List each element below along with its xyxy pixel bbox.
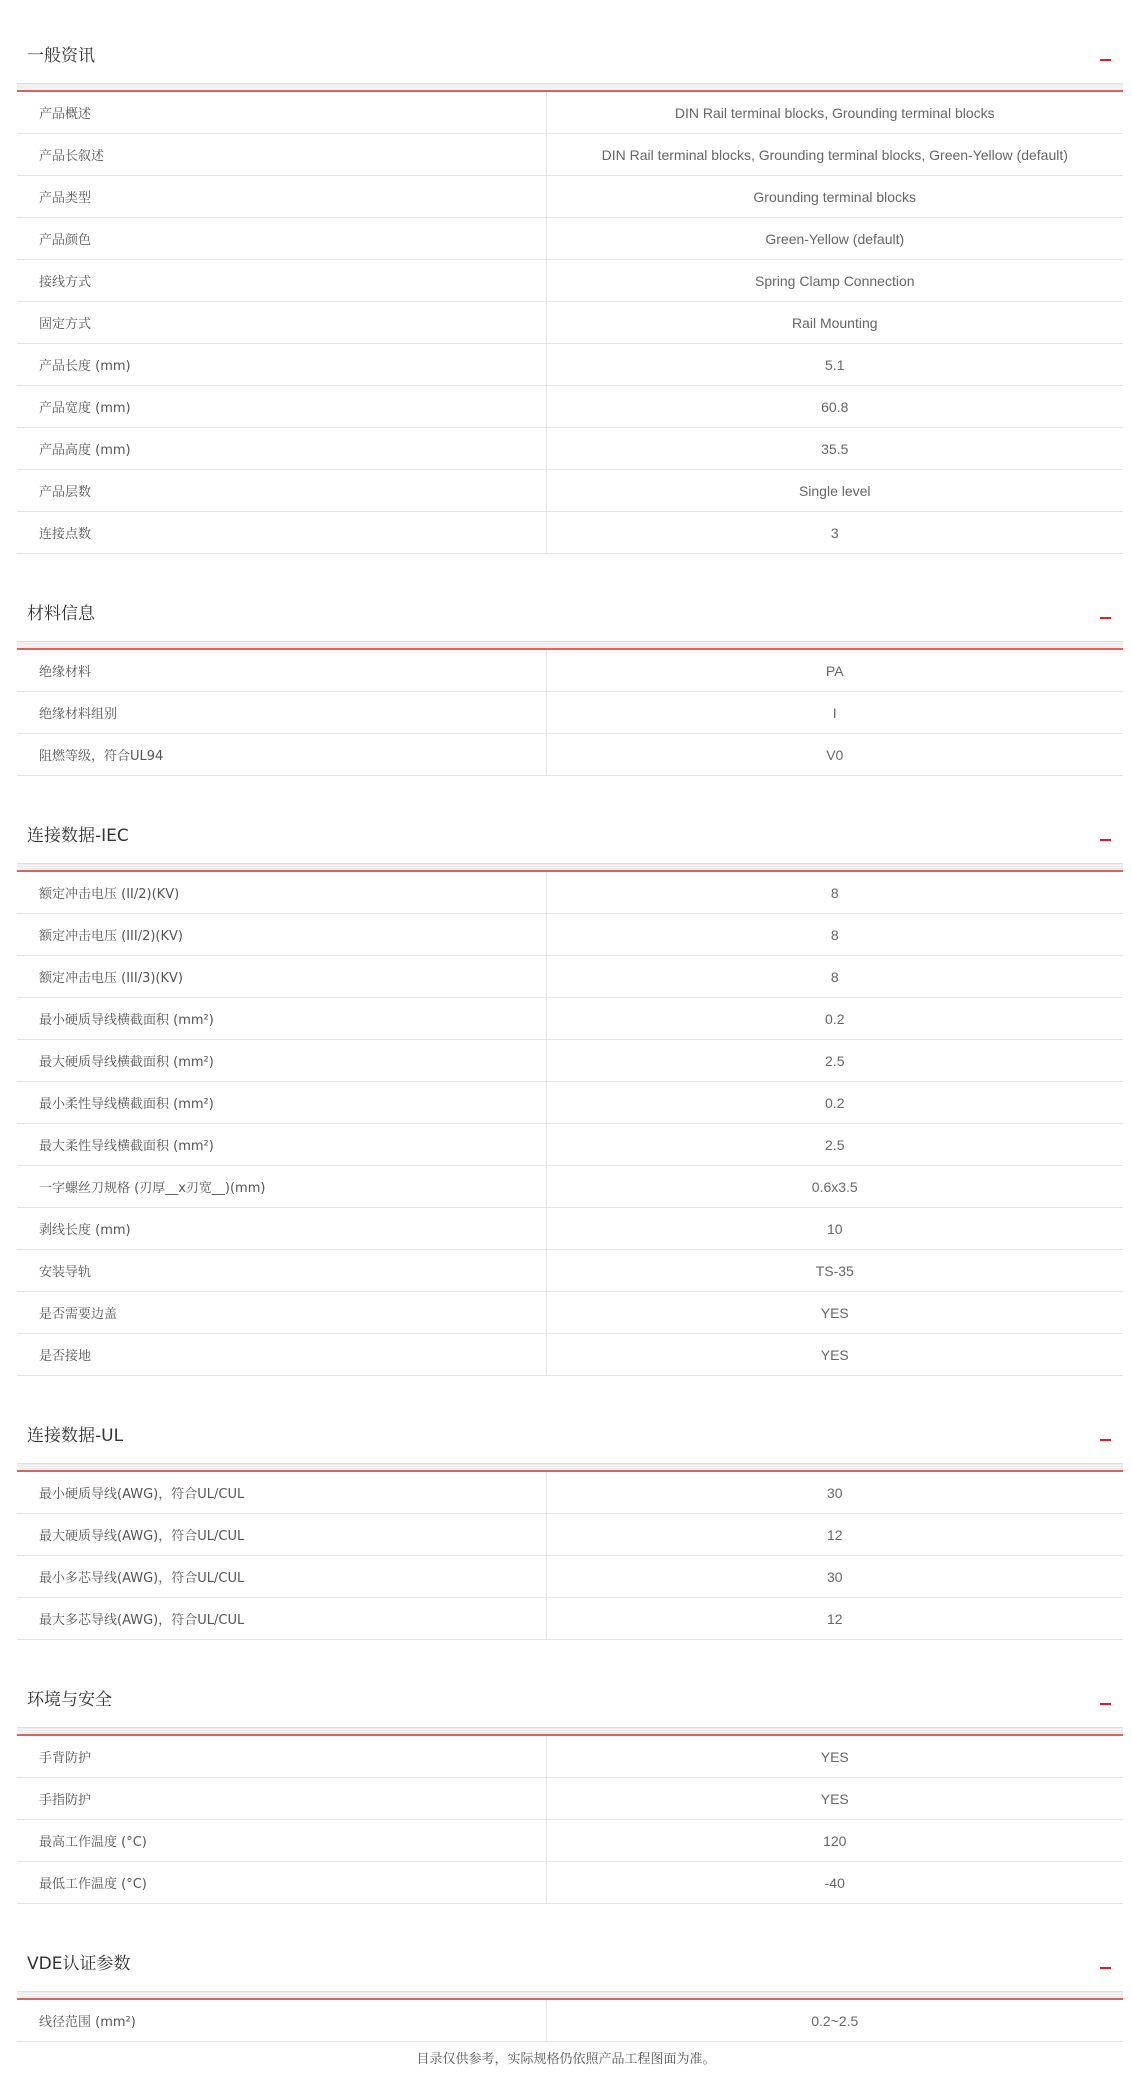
row-value: 35.5 xyxy=(546,428,1123,470)
table-row xyxy=(17,344,1123,386)
spec-table xyxy=(17,872,1123,1376)
section-divider xyxy=(17,642,1123,650)
row-label: 一字螺丝刀规格 (刃厚__x刃宽__)(mm) xyxy=(17,1166,546,1208)
section-title: 材料信息 xyxy=(27,604,95,624)
row-label: 产品高度 (mm) xyxy=(17,428,546,470)
row-label: 固定方式 xyxy=(17,302,546,344)
row-label: 安装导轨 xyxy=(17,1250,546,1292)
row-label: 最低工作温度 (°C) xyxy=(17,1862,546,1904)
section-connection-iec xyxy=(17,808,1123,1376)
collapse-minus-icon[interactable] xyxy=(1100,1439,1111,1441)
table-row xyxy=(17,470,1123,512)
spec-table xyxy=(17,2000,1123,2042)
table-row xyxy=(17,1472,1123,1514)
section-vde-parameters xyxy=(17,1936,1123,2042)
row-value: 2.5 xyxy=(546,1124,1123,1166)
row-value: Spring Clamp Connection xyxy=(546,260,1123,302)
table-row xyxy=(17,1736,1123,1778)
table-row xyxy=(17,386,1123,428)
row-label: 最小硬质导线(AWG)，符合UL/CUL xyxy=(17,1472,546,1514)
row-value: Grounding terminal blocks xyxy=(546,176,1123,218)
section-connection-ul xyxy=(17,1408,1123,1640)
row-label: 最高工作温度 (°C) xyxy=(17,1820,546,1862)
section-divider xyxy=(17,84,1123,92)
row-label: 额定冲击电压 (II/2)(KV) xyxy=(17,872,546,914)
section-title: 连接数据-IEC xyxy=(27,826,129,846)
row-label: 绝缘材料组别 xyxy=(17,692,546,734)
row-label: 产品概述 xyxy=(17,92,546,134)
row-value: 0.2~2.5 xyxy=(546,2000,1123,2042)
table-row xyxy=(17,1040,1123,1082)
row-value: YES xyxy=(546,1736,1123,1778)
table-row xyxy=(17,1124,1123,1166)
row-label: 最大柔性导线横截面积 (mm²) xyxy=(17,1124,546,1166)
row-value: V0 xyxy=(546,734,1123,776)
table-row xyxy=(17,134,1123,176)
row-label: 绝缘材料 xyxy=(17,650,546,692)
section-divider xyxy=(17,864,1123,872)
table-row xyxy=(17,1334,1123,1376)
section-header[interactable] xyxy=(17,1408,1123,1464)
row-value: DIN Rail terminal blocks, Grounding terminal blocks xyxy=(546,92,1123,134)
row-value: 8 xyxy=(546,956,1123,998)
table-row xyxy=(17,218,1123,260)
table-row xyxy=(17,872,1123,914)
section-title: 连接数据-UL xyxy=(27,1426,124,1446)
table-row xyxy=(17,998,1123,1040)
table-row xyxy=(17,956,1123,998)
row-value: 10 xyxy=(546,1208,1123,1250)
row-label: 最大硬质导线横截面积 (mm²) xyxy=(17,1040,546,1082)
row-label: 接线方式 xyxy=(17,260,546,302)
row-label: 产品长度 (mm) xyxy=(17,344,546,386)
section-title: VDE认证参数 xyxy=(27,1954,131,1974)
table-row xyxy=(17,428,1123,470)
table-row xyxy=(17,1598,1123,1640)
table-row xyxy=(17,512,1123,554)
row-label: 手背防护 xyxy=(17,1736,546,1778)
table-row xyxy=(17,1292,1123,1334)
table-row xyxy=(17,1208,1123,1250)
row-value: -40 xyxy=(546,1862,1123,1904)
row-label: 最小多芯导线(AWG)，符合UL/CUL xyxy=(17,1556,546,1598)
row-label: 最大多芯导线(AWG)，符合UL/CUL xyxy=(17,1598,546,1640)
collapse-minus-icon[interactable] xyxy=(1100,617,1111,619)
row-value: DIN Rail terminal blocks, Grounding terminal blocks, Green-Yellow (default) xyxy=(546,134,1123,176)
spec-table xyxy=(17,92,1123,554)
row-label: 最小硬质导线横截面积 (mm²) xyxy=(17,998,546,1040)
row-label: 手指防护 xyxy=(17,1778,546,1820)
section-divider xyxy=(17,1728,1123,1736)
row-value: YES xyxy=(546,1778,1123,1820)
section-title: 环境与安全 xyxy=(27,1690,112,1710)
row-label: 产品宽度 (mm) xyxy=(17,386,546,428)
row-value: YES xyxy=(546,1334,1123,1376)
collapse-minus-icon[interactable] xyxy=(1100,1703,1111,1705)
row-value: I xyxy=(546,692,1123,734)
row-value: 60.8 xyxy=(546,386,1123,428)
spec-page xyxy=(17,28,1123,2042)
table-row xyxy=(17,260,1123,302)
table-row xyxy=(17,650,1123,692)
section-divider xyxy=(17,1992,1123,2000)
row-label: 最小柔性导线横截面积 (mm²) xyxy=(17,1082,546,1124)
row-value: TS-35 xyxy=(546,1250,1123,1292)
collapse-minus-icon[interactable] xyxy=(1100,839,1111,841)
section-header[interactable] xyxy=(17,1672,1123,1728)
section-header[interactable] xyxy=(17,586,1123,642)
row-value: PA xyxy=(546,650,1123,692)
table-row xyxy=(17,92,1123,134)
section-divider xyxy=(17,1464,1123,1472)
row-value: 3 xyxy=(546,512,1123,554)
table-row xyxy=(17,1820,1123,1862)
spec-table xyxy=(17,1472,1123,1640)
row-label: 额定冲击电压 (III/3)(KV) xyxy=(17,956,546,998)
section-title: 一般资讯 xyxy=(27,46,95,66)
row-value: 0.2 xyxy=(546,1082,1123,1124)
row-value: 12 xyxy=(546,1514,1123,1556)
table-row xyxy=(17,1778,1123,1820)
row-label: 是否接地 xyxy=(17,1334,546,1376)
row-label: 连接点数 xyxy=(17,512,546,554)
collapse-minus-icon[interactable] xyxy=(1100,59,1111,61)
row-value: 8 xyxy=(546,872,1123,914)
row-value: 12 xyxy=(546,1598,1123,1640)
row-value: 0.2 xyxy=(546,998,1123,1040)
table-row xyxy=(17,914,1123,956)
table-row xyxy=(17,1166,1123,1208)
spec-table xyxy=(17,1736,1123,1904)
row-label: 是否需要边盖 xyxy=(17,1292,546,1334)
table-row xyxy=(17,176,1123,218)
section-general-info xyxy=(17,28,1123,554)
collapse-minus-icon[interactable] xyxy=(1100,1967,1111,1969)
section-header[interactable] xyxy=(17,1936,1123,1992)
table-row xyxy=(17,302,1123,344)
section-material-info xyxy=(17,586,1123,776)
row-label: 阻燃等级，符合UL94 xyxy=(17,734,546,776)
table-row xyxy=(17,692,1123,734)
table-row xyxy=(17,1556,1123,1598)
row-label: 最大硬质导线(AWG)，符合UL/CUL xyxy=(17,1514,546,1556)
footer-disclaimer: 目录仅供参考，实际规格仍依照产品工程图面为准。 xyxy=(416,2052,716,2067)
row-value: Green-Yellow (default) xyxy=(546,218,1123,260)
spec-table xyxy=(17,650,1123,776)
row-label: 额定冲击电压 (III/2)(KV) xyxy=(17,914,546,956)
row-label: 剥线长度 (mm) xyxy=(17,1208,546,1250)
row-value: YES xyxy=(546,1292,1123,1334)
row-label: 产品类型 xyxy=(17,176,546,218)
row-value: 120 xyxy=(546,1820,1123,1862)
table-row xyxy=(17,2000,1123,2042)
row-value: 8 xyxy=(546,914,1123,956)
row-label: 产品颜色 xyxy=(17,218,546,260)
table-row xyxy=(17,1514,1123,1556)
table-row xyxy=(17,734,1123,776)
row-value: Rail Mounting xyxy=(546,302,1123,344)
table-row xyxy=(17,1250,1123,1292)
section-header[interactable] xyxy=(17,28,1123,84)
row-label: 线径范围 (mm²) xyxy=(17,2000,546,2042)
row-value: 0.6x3.5 xyxy=(546,1166,1123,1208)
section-header[interactable] xyxy=(17,808,1123,864)
row-value: 30 xyxy=(546,1556,1123,1598)
row-value: 30 xyxy=(546,1472,1123,1514)
table-row xyxy=(17,1082,1123,1124)
row-label: 产品长叙述 xyxy=(17,134,546,176)
row-label: 产品层数 xyxy=(17,470,546,512)
table-row xyxy=(17,1862,1123,1904)
row-value: 5.1 xyxy=(546,344,1123,386)
row-value: Single level xyxy=(546,470,1123,512)
row-value: 2.5 xyxy=(546,1040,1123,1082)
section-environment-safety xyxy=(17,1672,1123,1904)
